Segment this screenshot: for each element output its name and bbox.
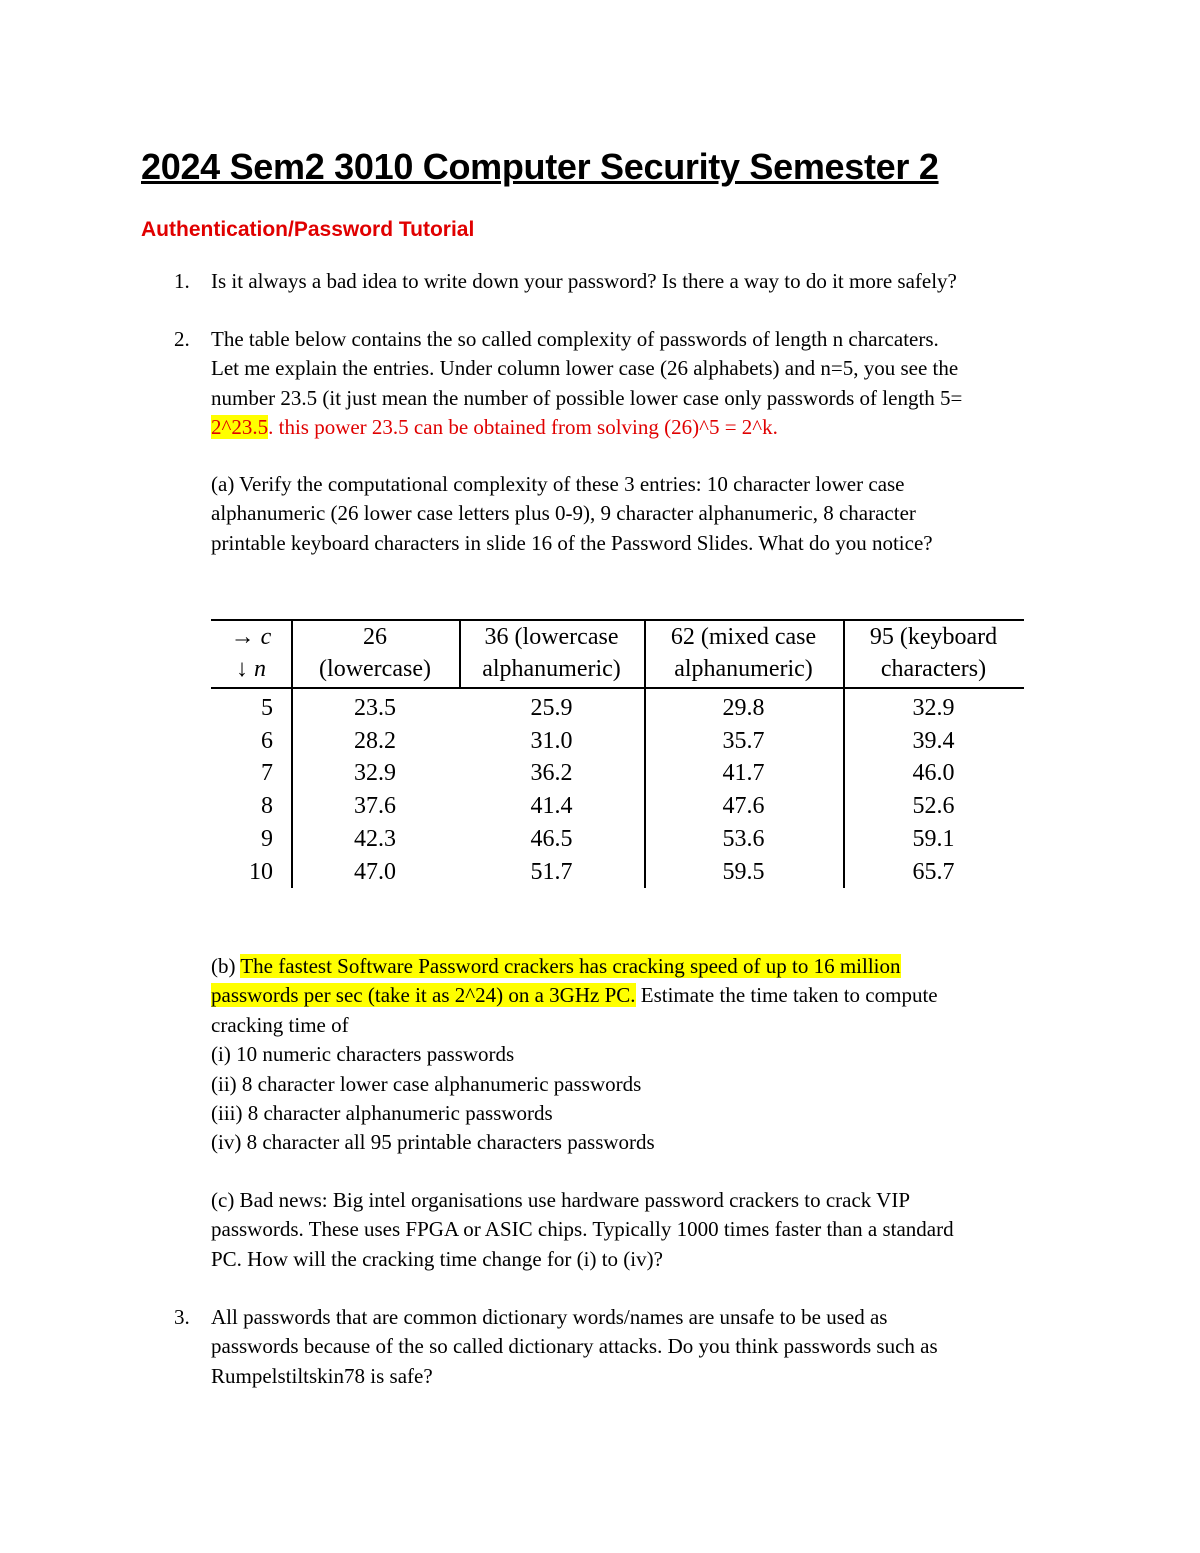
table-row-label: 8 bbox=[261, 793, 273, 820]
table-column-header bbox=[291, 621, 459, 685]
table-column-header-line: 26 bbox=[363, 624, 387, 650]
table-column-header-line: (lowercase) bbox=[319, 656, 431, 682]
table-header-rule bbox=[211, 687, 1024, 689]
q2c-line-1: (c) Bad news: Big intel organisations use hardware password crackers to crack VIP bbox=[211, 1188, 911, 1212]
table-row-label: 5 bbox=[261, 695, 273, 721]
table-cell: 46.5 bbox=[530, 825, 573, 852]
page-title: 2024 Sem2 3010 Computer Security Semester 2 bbox=[141, 146, 939, 187]
q2-highlight-power: 2^23.5 bbox=[211, 415, 269, 440]
table-cell: 36.2 bbox=[530, 760, 573, 787]
q2c-text bbox=[211, 1186, 1091, 1274]
table-cell: 32.9 bbox=[912, 695, 955, 721]
table-cell: 46.0 bbox=[912, 760, 955, 787]
q2-line-1: The table below contains the so called complexity of passwords of length n charcaters. bbox=[211, 327, 939, 351]
q2a-line-3: printable keyboard characters in slide 16 of the Password Slides. What do you notice? bbox=[211, 530, 933, 555]
table-row-label: 7 bbox=[261, 760, 273, 787]
table-cell: 52.6 bbox=[912, 793, 955, 820]
q2b-line-3: cracking time of bbox=[211, 1012, 349, 1037]
table-cell: 47.0 bbox=[354, 858, 396, 885]
q2b-item: (iv) 8 character all 95 printable characters passwords bbox=[211, 1130, 655, 1155]
table-cell: 65.7 bbox=[912, 858, 955, 885]
page-subtitle: Authentication/Password Tutorial bbox=[141, 218, 475, 241]
q1-number: 1. bbox=[174, 269, 190, 293]
table-cell: 47.6 bbox=[722, 793, 765, 820]
q2-line-3: number 23.5 (it just mean the number of possible lower case only passwords of length 5= bbox=[211, 385, 963, 410]
q2a-line-1: (a) Verify the computational complexity of these 3 entries: 10 character lower case bbox=[211, 472, 905, 496]
table-column-header-line: 62 (mixed case bbox=[670, 624, 817, 650]
table-cell: 41.7 bbox=[722, 760, 765, 787]
q3-line-1: All passwords that are common dictionary words/names are unsafe to be used as bbox=[211, 1305, 888, 1329]
table-cell: 25.9 bbox=[530, 695, 573, 721]
table-cell: 28.2 bbox=[354, 727, 396, 754]
table-cell: 42.3 bbox=[354, 825, 396, 852]
q2-line-2: Let me explain the entries. Under column lower case (26 alphabets) and n=5, you see the bbox=[211, 356, 959, 381]
table-cell: 37.6 bbox=[354, 793, 396, 820]
table-column-header-line: 36 (lowercase bbox=[484, 624, 619, 650]
q2-line-4 bbox=[211, 413, 1091, 442]
q2b-highlight-1: The fastest Software Password crackers has cracking speed of up to 16 million bbox=[240, 954, 901, 978]
q2-number: 2. bbox=[174, 327, 190, 351]
table-row-label: 10 bbox=[249, 858, 273, 885]
q2b-text bbox=[211, 952, 1091, 1158]
q2b-prefix: (b) bbox=[211, 954, 241, 978]
complexity-table bbox=[211, 619, 1024, 889]
table-corner-header bbox=[211, 621, 291, 685]
table-column-header-line: alphanumeric) bbox=[482, 656, 621, 682]
table-cell: 41.4 bbox=[530, 793, 573, 820]
q2b-highlight-2: passwords per sec (take it as 2^24) on a 3GHz PC. bbox=[211, 983, 636, 1008]
q2b-item: (ii) 8 character lower case alphanumeric passwords bbox=[211, 1071, 642, 1096]
table-cell: 29.8 bbox=[722, 695, 765, 721]
q2b-item: (i) 10 numeric characters passwords bbox=[211, 1042, 515, 1067]
table-column-header-line: characters) bbox=[880, 656, 987, 682]
q2-red-note: . this power 23.5 can be obtained from solving (26)^5 = 2^k. bbox=[268, 415, 778, 440]
q2b-item: (iii) 8 character alphanumeric passwords bbox=[211, 1101, 553, 1126]
table-cell: 31.0 bbox=[530, 727, 573, 754]
table-column-header bbox=[459, 621, 644, 685]
table-cell: 53.6 bbox=[722, 825, 765, 852]
table-row-label: 9 bbox=[261, 825, 273, 852]
q2-intro bbox=[211, 325, 1091, 443]
table-cell: 23.5 bbox=[354, 695, 396, 721]
table-cell: 51.7 bbox=[530, 858, 573, 885]
q2c-line-2: passwords. These uses FPGA or ASIC chips. Typically 1000 times faster than a standard bbox=[211, 1217, 954, 1242]
table-cell: 59.5 bbox=[722, 858, 765, 885]
table-corner-label: ↓ n bbox=[236, 656, 266, 682]
table-row-label: 6 bbox=[261, 727, 273, 754]
q2b-line-2-rest: Estimate the time taken to compute bbox=[635, 983, 938, 1008]
table-column-header-line: alphanumeric) bbox=[674, 656, 813, 682]
q2a-text bbox=[211, 470, 1091, 558]
q3-text bbox=[211, 1303, 1091, 1391]
q2b-line-2 bbox=[211, 981, 1091, 1010]
table-cell: 32.9 bbox=[354, 760, 396, 787]
q1-text bbox=[211, 267, 1091, 296]
table-corner-label: → c bbox=[230, 624, 272, 650]
table-cell: 39.4 bbox=[912, 727, 955, 754]
q3-line-3: Rumpelstiltskin78 is safe? bbox=[211, 1363, 433, 1388]
table-column-header-line: 95 (keyboard bbox=[869, 624, 998, 650]
q3-line-2: passwords because of the so called dictionary attacks. Do you think passwords such as bbox=[211, 1334, 938, 1359]
table-cell: 35.7 bbox=[722, 727, 765, 754]
table-column-header bbox=[644, 621, 843, 685]
table-column-header bbox=[843, 621, 1024, 685]
q2a-line-2: alphanumeric (26 lower case letters plus 0-9), 9 character alphanumeric, 8 character bbox=[211, 501, 916, 526]
q2c-line-3: PC. How will the cracking time change for (i) to (iv)? bbox=[211, 1246, 663, 1271]
q1-line: Is it always a bad idea to write down your password? Is there a way to do it more safely? bbox=[211, 269, 957, 293]
q3-number: 3. bbox=[174, 1305, 190, 1329]
table-cell: 59.1 bbox=[912, 825, 955, 852]
q2b-line-1 bbox=[211, 952, 1091, 981]
